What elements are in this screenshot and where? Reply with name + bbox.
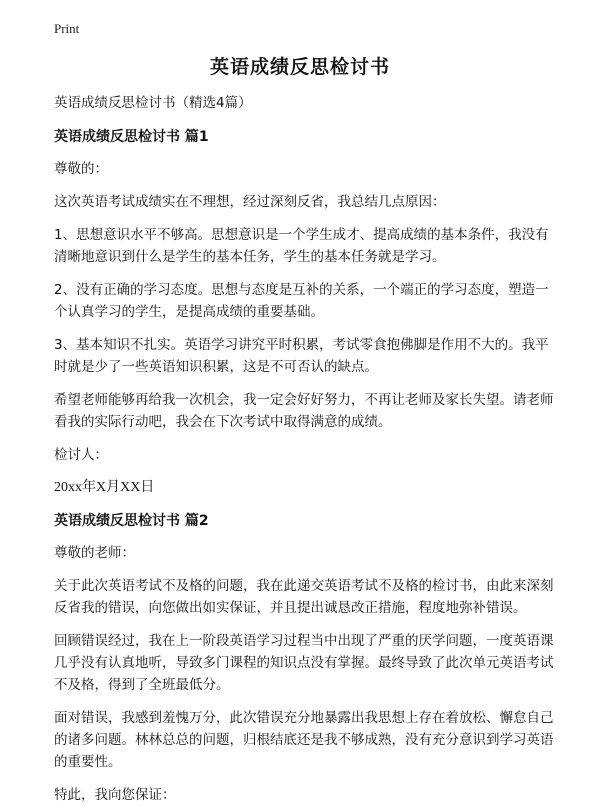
paragraph-2-4: 特此，我向您保证： xyxy=(54,787,176,803)
hope-paragraph: 希望老师能够再给我一次机会，我一定会好好努力，不再让老师及家长失望。请老师看我的实际行动吧，我会在下次考试中取得满意的成绩。 xyxy=(54,392,554,430)
signature-date: 20xx年X月XX日 xyxy=(54,480,155,495)
section-heading-1: 英语成绩反思检讨书 篇1 xyxy=(54,129,209,145)
salutation-1: 尊敬的： xyxy=(54,161,108,177)
paragraph-2-3: 面对错误，我感到羞愧万分，此次错误充分地暴露出我思想上存在着放松、懈怠自己的诸多问题。林林总总的问题，归根结底还是我不够成熟，没有充分意识到学习英语的重要性。 xyxy=(54,710,554,770)
salutation-2: 尊敬的老师： xyxy=(54,545,135,561)
document-subtitle: 英语成绩反思检讨书（精选4篇） xyxy=(54,95,252,111)
paragraph-2-2: 回顾错误经过，我在上一阶段英语学习过程当中出现了严重的厌学问题，一度英语课几乎没有认真地听，导致多门课程的知识点没有掌握。最终导致了此次单元英语考试不及格，得到了全班最低分。 xyxy=(54,633,554,693)
reason-point-3: 3、基本知识不扎实。英语学习讲究平时积累，考试零食抱佛脚是作用不大的。我平时就是少了一些英语知识积累，这是不可否认的缺点。 xyxy=(54,337,549,375)
reason-point-1: 1、思想意识水平不够高。思想意识是一个学生成才、提高成绩的基本条件，我没有清晰地意识到什么是学生的基本任务，学生的基本任务就是学习。 xyxy=(54,227,549,265)
reason-point-2: 2、没有正确的学习态度。思想与态度是互补的关系，一个端正的学习态度，塑造一个认真学习的学生，是提高成绩的重要基础。 xyxy=(54,282,549,320)
signer-label: 检讨人： xyxy=(54,447,108,463)
document-body xyxy=(54,92,554,806)
document-title: 英语成绩反思检讨书 xyxy=(209,56,390,78)
section-heading-2: 英语成绩反思检讨书 篇2 xyxy=(54,513,209,529)
paragraph-2-1: 关于此次英语考试不及格的问题，我在此递交英语考试不及格的检讨书，由此来深刻反省我的错误，向您做出如实保证，并且提出诚恳改正措施，程度地弥补错误。 xyxy=(54,578,554,616)
intro-paragraph: 这次英语考试成绩实在不理想，经过深刻反省，我总结几点原因： xyxy=(54,194,446,210)
print-label: Print xyxy=(54,21,80,36)
